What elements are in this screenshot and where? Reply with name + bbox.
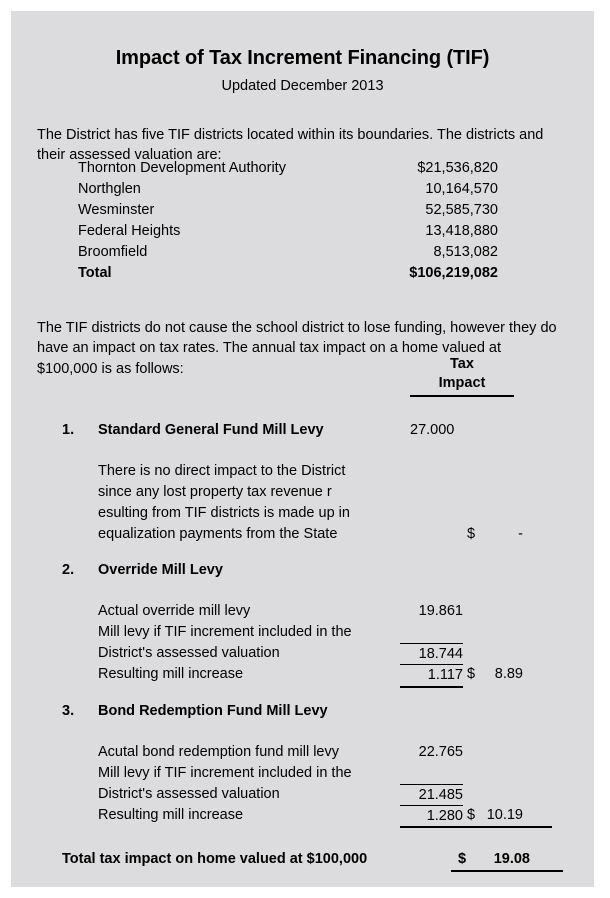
section-heading [11,703,594,724]
district-row [78,221,498,242]
section-note [11,461,594,545]
district-name: Thornton Development Authority [78,160,286,176]
district-row [78,158,498,179]
detail-row [11,784,594,805]
detail-label: District's assessed valuation [98,786,280,802]
tax-impact-header-line1: Tax [450,356,474,372]
note-text: esulting from TIF districts is made up in [98,505,350,521]
section-number: 3. [62,703,75,719]
detail-amount: 8.89 [494,666,523,682]
section-detail-table [11,601,594,685]
district-name: Broomfield [78,244,148,260]
note-line [11,482,594,503]
detail-label: Mill levy if TIF increment included in the [98,624,352,640]
note-line [11,524,594,545]
section-number: 1. [62,422,75,438]
grand-total-row [11,848,594,870]
district-value: 13,418,880 [425,223,498,239]
section-number: 2. [62,562,75,578]
detail-dollar-sign: $ [467,666,476,682]
section-headline-value: 27.000 [410,422,455,438]
section-title: Bond Redemption Fund Mill Levy [98,703,328,719]
district-total-row [78,263,498,284]
district-total-label: Total [78,265,112,281]
section-heading [11,422,594,443]
tax-impact-header-line2: Impact [438,375,486,391]
note-text: equalization payments from the State [98,526,338,542]
district-name: Northglen [78,181,141,197]
detail-amount: 10.19 [486,807,523,823]
detail-row [11,742,594,763]
detail-label: District's assessed valuation [98,645,280,661]
district-row [78,179,498,200]
detail-label: Acutal bond redemption fund mill levy [98,744,339,760]
section-detail-table [11,742,594,826]
tax-impact-header-rule [410,395,514,397]
section-heading [11,562,594,583]
intro-paragraph: The District has five TIF districts located within its boundaries. The districts and their assessed valuation are: [37,126,544,163]
note-line [11,503,594,524]
page-title: Impact of Tax Increment Financing (TIF) [115,47,490,69]
grand-total-dollar-sign: $ [458,851,467,867]
grand-total-amount: 19.08 [493,851,530,867]
district-row [78,242,498,263]
grand-total-section [11,848,594,870]
detail-row [11,643,594,664]
section-override-mill-levy [11,562,594,685]
detail-row [11,763,594,784]
note-dollar-sign: $ [467,526,476,542]
note-text: since any lost property tax revenue r [98,484,332,500]
district-row [78,200,498,221]
district-total-value: $106,219,082 [409,265,498,281]
document-page [11,11,594,887]
tif-impact-paragraph: The TIF districts do not cause the school district to lose funding, however they do have an impact on tax rates. The annual tax impact on a home valued at $100,000 is as follows: [37,319,557,377]
detail-mill-value: 21.485 [400,784,463,806]
district-value: $21,536,820 [417,160,498,176]
detail-label: Actual override mill levy [98,603,251,619]
section-title: Standard General Fund Mill Levy [98,422,324,438]
tax-impact-column-header [410,355,514,397]
note-amount: - [518,526,523,542]
district-value: 8,513,082 [433,244,498,260]
detail-row [11,805,594,826]
detail-mill-value: 1.117 [400,664,463,688]
detail-mill-value: 22.765 [418,744,463,760]
note-line [11,461,594,482]
district-name: Wesminster [78,202,155,218]
note-text: There is no direct impact to the District [98,463,346,479]
detail-row [11,664,594,685]
detail-mill-value: 19.861 [418,603,463,619]
section-standard-general-fund-mill-levy [11,422,594,545]
page-subtitle: Updated December 2013 [221,78,384,94]
detail-label: Resulting mill increase [98,807,244,823]
district-name: Federal Heights [78,223,181,239]
detail-label: Mill levy if TIF increment included in the [98,765,352,781]
detail-row [11,622,594,643]
detail-mill-value: 1.280 [400,805,463,827]
section-bond-redemption-fund-mill-levy [11,703,594,826]
detail-row [11,601,594,622]
detail-mill-value: 18.744 [400,643,463,665]
district-value: 52,585,730 [425,202,498,218]
detail-label: Resulting mill increase [98,666,244,682]
detail-dollar-sign: $ [467,807,476,823]
section-title: Override Mill Levy [98,562,223,578]
district-valuation-list [78,158,498,284]
grand-total-label: Total tax impact on home valued at $100,000 [62,851,368,867]
district-value: 10,164,570 [425,181,498,197]
